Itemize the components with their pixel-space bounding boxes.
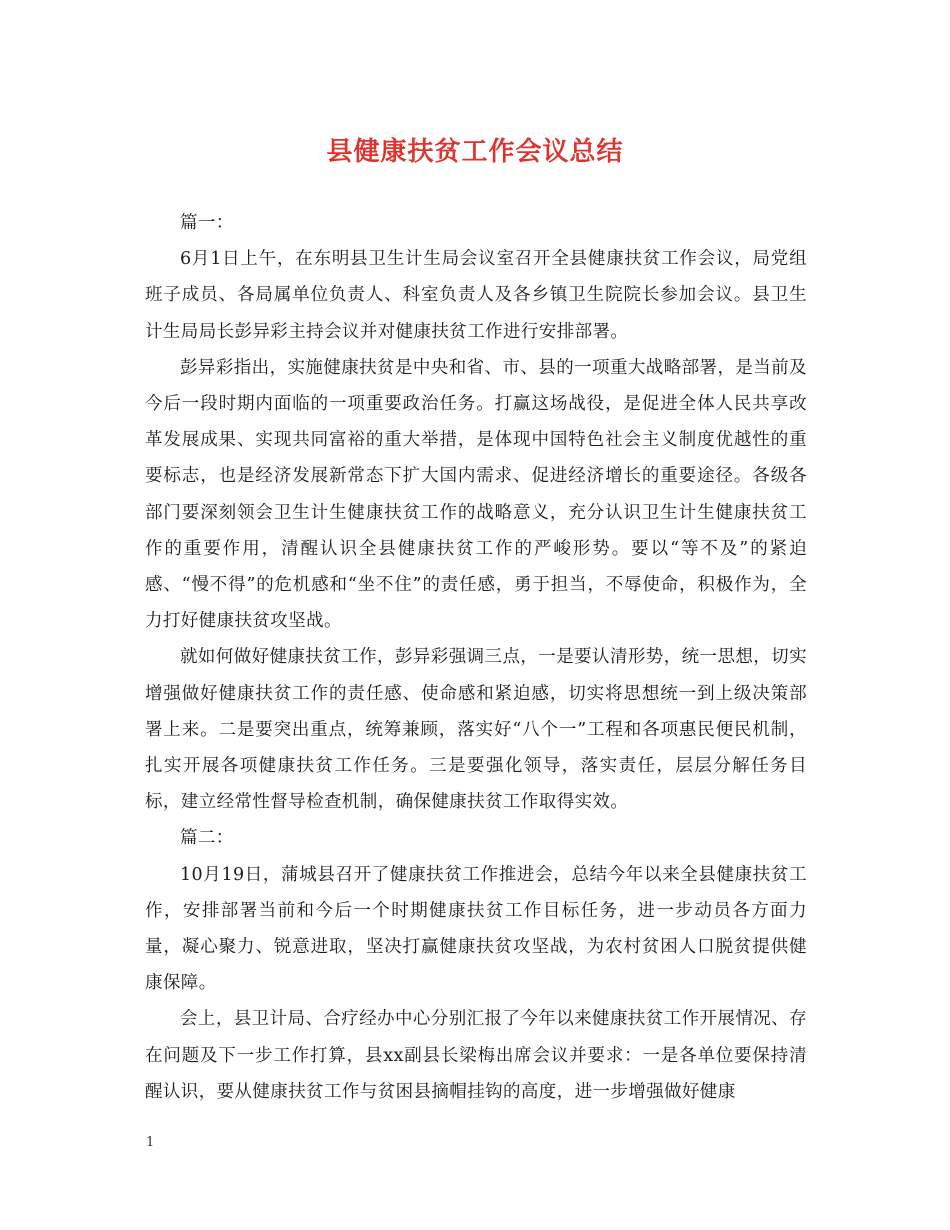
paragraph: 就如何做好健康扶贫工作，彭异彩强调三点，一是要认清形势，统一思想，切实增强做好健康扶贫工作的责任感、使命感和紧迫感，切实将思想统一到上级决策部署上来。二是要突出重点，统筹兼顾，落实好“八个一”工程和各项惠民便民机制，扎实开展各项健康扶贫工作任务。三是要强化领导，落实责任，层层分解任务目标，建立经常性督导检查机制，确保健康扶贫工作取得实效。 [145, 647, 807, 813]
paragraph: 彭异彩指出，实施健康扶贫是中央和省、市、县的一项重大战略部署，是当前及今后一段时期内面临的一项重要政治任务。打赢这场战役，是促进全体人民共享改革发展成果、实现共同富裕的重大举措，是体现中国特色社会主义制度优越性的重要标志，也是经济发展新常态下扩大国内需求、促进经济增长的重要途径。各级各部门要深刻领会卫生计生健康扶贫工作的战略意义，充分认识卫生计生健康扶贫工作的重要作用，清醒认识全县健康扶贫工作的严峻形势。要以“等不及”的紧迫感、“慢不得”的危机感和“坐不住”的责任感，勇于担当，不辱使命，积极作为，全力打好健康扶贫攻坚战。 [145, 357, 807, 632]
paragraph: 10月19日，蒲城县召开了健康扶贫工作推进会，总结今年以来全县健康扶贫工作，安排部署当前和今后一个时期健康扶贫工作目标任务，进一步动员各方面力量，凝心聚力、锐意进取，坚决打赢健康扶贫攻坚战，为农村贫困人口脱贫提供健康保障。 [145, 864, 807, 994]
document-body [145, 205, 807, 1110]
page-number: 1 [146, 1135, 155, 1150]
section-heading-2: 篇二： [180, 828, 234, 849]
section-heading-1: 篇一： [180, 213, 234, 233]
paragraph: 会上，县卫计局、合疗经办中心分别汇报了今年以来健康扶贫工作开展情况、存在问题及下一步工作打算，县xx副县长梁梅出席会议并要求：一是各单位要保持清醒认识，要从健康扶贫工作与贫困县摘帽挂钩的高度，进一步增强做好健康 [145, 1009, 807, 1102]
paragraph: 6月1日上午，在东明县卫生计生局会议室召开全县健康扶贫工作会议，局党组班子成员、各局属单位负责人、科室负责人及各乡镇卫生院院长参加会议。县卫生计生局局长彭异彩主持会议并对健康扶贫工作进行安排部署。 [145, 249, 807, 342]
document-title: 县健康扶贫工作会议总结 [326, 137, 624, 167]
